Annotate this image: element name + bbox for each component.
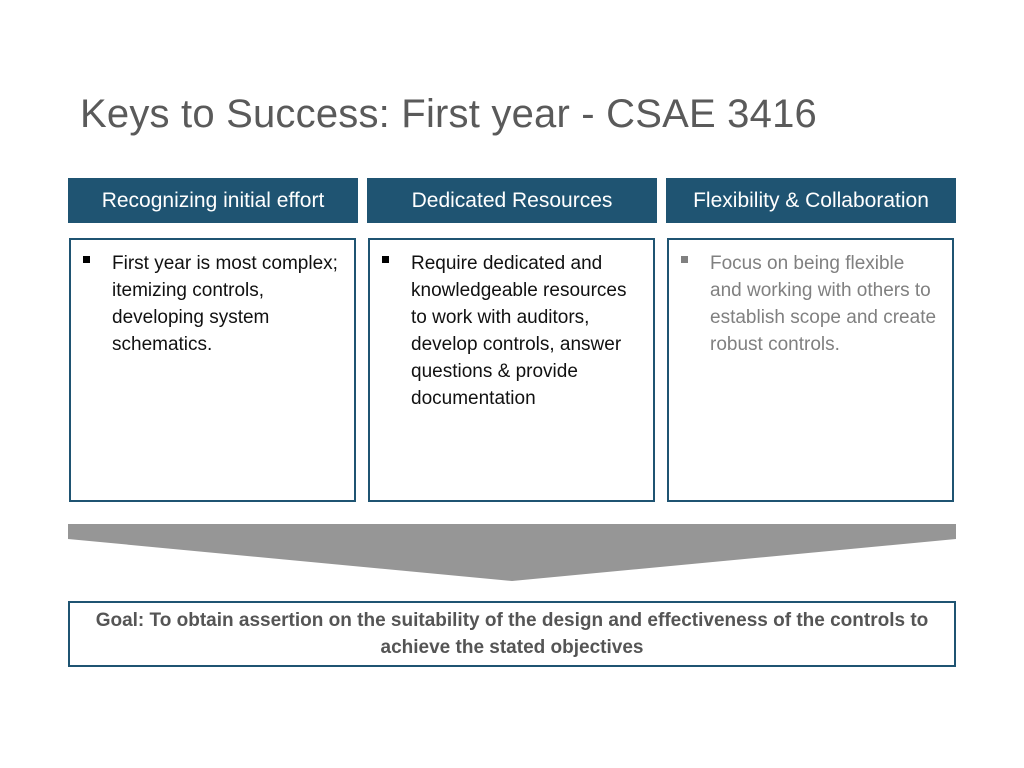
bullet-item: [83, 250, 340, 358]
bullet-text: Focus on being flexible and working with others to establish scope and create robust controls.: [710, 253, 937, 355]
square-bullet-icon: [83, 256, 90, 263]
bullet-item: [382, 250, 639, 412]
goal-text: Goal: To obtain assertion on the suitability of the design and effectiveness of the controls to achieve the stated objectives: [95, 610, 929, 658]
column-box-flexibility-collaboration: [667, 238, 954, 502]
column-header-dedicated-resources: Dedicated Resources: [367, 178, 657, 223]
column-header-flexibility-collaboration: Flexibility & Collaboration: [666, 178, 956, 223]
column-header-recognizing-initial-effort: Recognizing initial effort: [68, 178, 358, 223]
funnel-arrow-icon: [68, 524, 956, 582]
bullet-item: [681, 250, 938, 358]
square-bullet-icon: [382, 256, 389, 263]
bullet-text: Require dedicated and knowledgeable resources to work with auditors, develop controls, answer questions & provide documentation: [411, 253, 627, 409]
bullet-text: First year is most complex; itemizing controls, developing system schematics.: [112, 253, 338, 355]
goal-box: [68, 601, 956, 667]
slide-title: Keys to Success: First year - CSAE 3416: [80, 92, 817, 136]
square-bullet-icon: [681, 256, 688, 263]
column-box-recognizing-initial-effort: [69, 238, 356, 502]
column-box-dedicated-resources: [368, 238, 655, 502]
funnel-arrow-shape: [68, 524, 956, 581]
